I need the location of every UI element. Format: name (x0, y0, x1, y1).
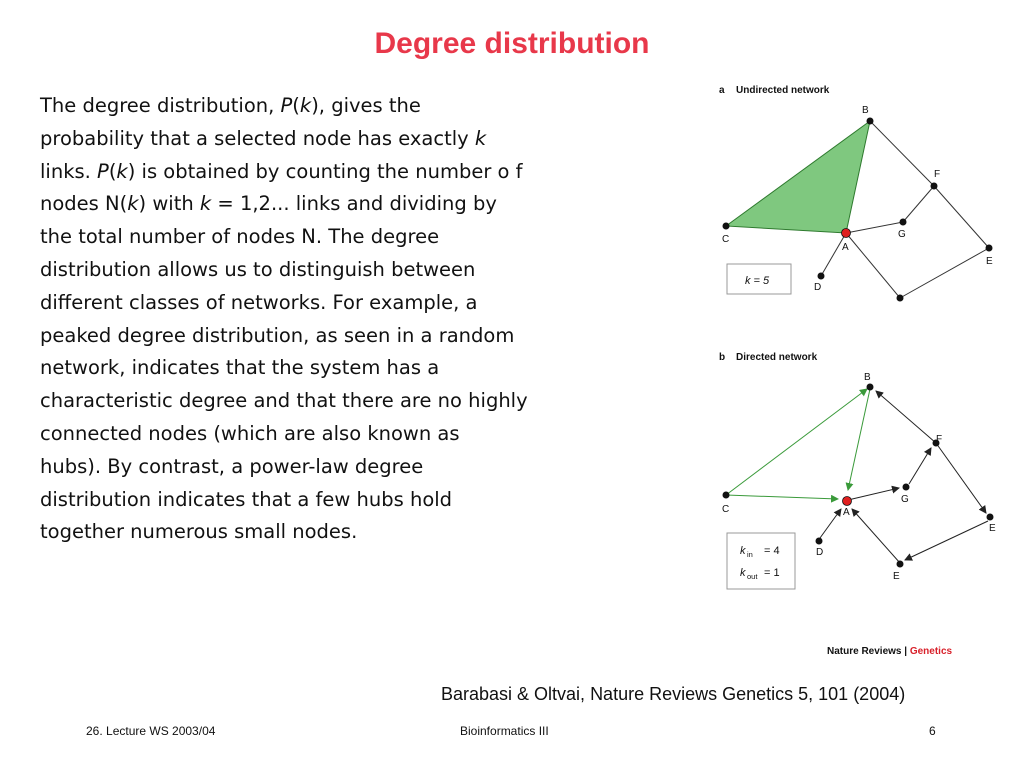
panel-b-green-edges (726, 389, 870, 499)
node-label-c: C (722, 234, 730, 245)
text-run: the total number of nodes N. The degree (40, 225, 440, 249)
text-run: connected nodes (which are also known as (40, 421, 460, 445)
panel-b (719, 352, 996, 589)
k-box-b (727, 533, 795, 589)
footer-lecture: 26. Lecture WS 2003/04 (86, 724, 216, 738)
footer-page-number: 6 (929, 724, 936, 738)
network-figure (710, 76, 1010, 666)
node-label-g: G (898, 229, 906, 240)
footer-course: Bioinformatics III (460, 724, 549, 738)
k-out-symbol: k (740, 567, 746, 579)
text-run: different classes of networks. For example, a (40, 290, 478, 314)
text-run: = 1,2... links and dividing by (211, 192, 497, 216)
node-label-a-2: A (843, 507, 850, 518)
panel-a-letter: a (719, 85, 725, 96)
body-line (40, 516, 620, 549)
body-line (40, 385, 620, 418)
text-run: links. (40, 159, 98, 183)
node-label-e-2: E (989, 523, 996, 534)
node-label-f: F (934, 169, 941, 180)
body-line (40, 352, 620, 385)
k-in-subscript: in (747, 550, 753, 559)
text-run: ) is obtained by counting the number o f (127, 159, 523, 183)
text-run: ( (292, 94, 300, 117)
text-run: The degree distribution, (40, 94, 281, 117)
italic-symbol: k (299, 94, 312, 117)
svg-text:Nature Reviews | Genetics (827, 646, 953, 657)
figure-credit (827, 646, 953, 657)
text-run: characteristic degree and that there are no highly (40, 389, 528, 413)
credit-main: Nature Reviews (827, 646, 902, 657)
triangle-highlight (726, 121, 870, 233)
panel-a-title: Undirected network (736, 85, 830, 96)
panel-b-edges (820, 391, 988, 563)
credit-separator: | (901, 646, 910, 657)
italic-symbol: k (116, 159, 128, 183)
panel-a (719, 85, 993, 302)
k-out-value: = 1 (764, 567, 780, 579)
node-label-f-2: F (936, 434, 943, 445)
italic-symbol: P (280, 94, 293, 117)
body-line (40, 188, 620, 221)
node-label-g-2: G (901, 494, 909, 505)
text-run: network, indicates that the system has a (40, 356, 440, 380)
text-run: nodes N( (40, 192, 128, 216)
panel-b-letter: b (719, 352, 726, 363)
node-label-d-2: D (816, 547, 824, 558)
node-label-c-2: C (722, 504, 730, 515)
text-run: together numerous small nodes. (40, 520, 358, 544)
body-line (40, 484, 620, 517)
body-line (40, 418, 620, 451)
panel-b-title: Directed network (736, 352, 818, 363)
body-line (40, 451, 620, 484)
body-line (40, 90, 620, 123)
body-line (40, 221, 620, 254)
text-run: ) with (138, 192, 200, 216)
body-paragraph (40, 90, 620, 549)
text-run: distribution indicates that a few hubs hold (40, 487, 453, 511)
credit-accent: Genetics (909, 646, 953, 657)
text-run: hubs). By contrast, a power-law degree (40, 454, 424, 478)
node-label-e-3: E (893, 571, 900, 582)
node-label-a: A (842, 242, 849, 253)
italic-symbol: P (97, 159, 109, 183)
k-value-a: k = 5 (745, 275, 770, 287)
node-label-b: B (862, 105, 869, 116)
text-run: ( (108, 159, 117, 183)
node-a-highlight (842, 229, 851, 238)
text-run: probability that a selected node has exactly (40, 126, 475, 150)
body-line (40, 254, 620, 287)
text-run: ), gives the (311, 94, 421, 117)
body-line (40, 156, 620, 189)
k-in-symbol: k (740, 545, 746, 557)
node-label-b-2: B (864, 372, 871, 383)
body-line (40, 287, 620, 320)
citation: Barabasi & Oltvai, Nature Reviews Genetics 5, 101 (2004) (441, 684, 906, 704)
node-label-d: D (814, 282, 822, 293)
italic-symbol: k (199, 192, 212, 216)
body-line (40, 123, 620, 156)
italic-symbol: k (474, 126, 487, 150)
italic-symbol: k (127, 192, 139, 216)
node-a-highlight-b (843, 497, 852, 506)
k-out-subscript: out (747, 572, 758, 581)
slide-title: Degree distribution (374, 27, 650, 60)
body-line (40, 320, 620, 353)
node-label-e: E (986, 256, 993, 267)
text-run: distribution allows us to distinguish between (40, 257, 476, 281)
text-run: peaked degree distribution, as seen in a random (40, 323, 515, 347)
k-in-value: = 4 (764, 545, 780, 557)
